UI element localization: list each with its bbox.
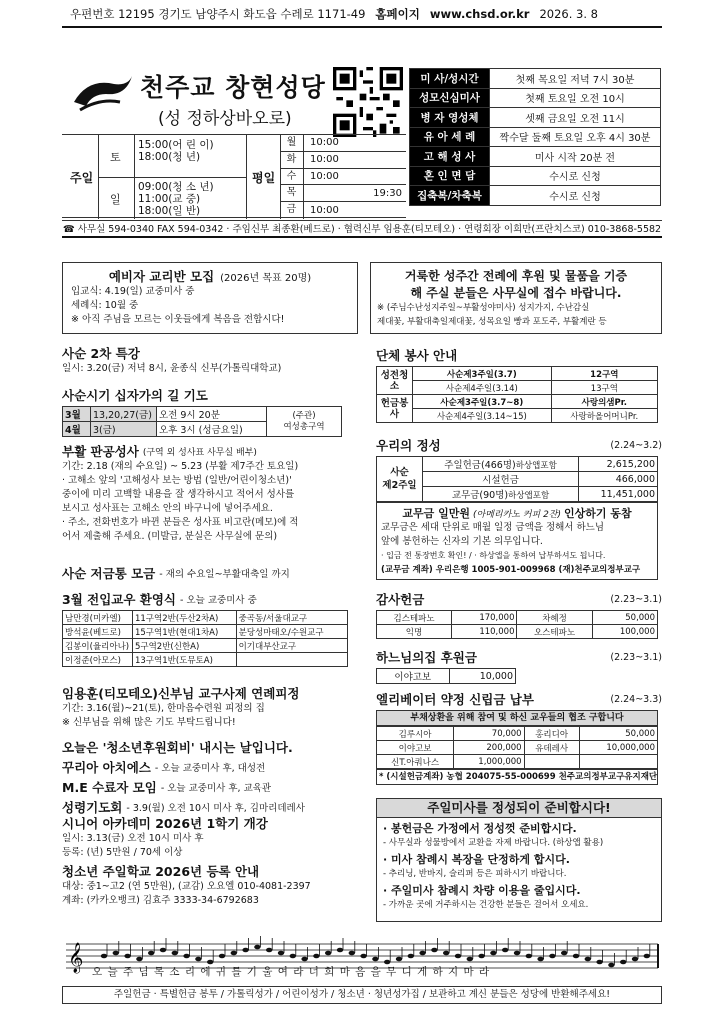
senior-lines-0: 일시: 3.13(금) 오전 10시 미사 후 — [62, 833, 204, 844]
music-note — [620, 960, 626, 965]
retreat-section — [62, 684, 362, 730]
lecture-line: 일시: 3.20(금) 저녁 8시, 윤종식 신부(가톨릭대학교) — [62, 363, 282, 374]
header-line — [70, 6, 650, 22]
thanks-table — [376, 610, 658, 639]
elevator-period: (2.24~3.3) — [610, 693, 662, 705]
offering-ilman-note: (아메리카노 커피 2잔) — [472, 509, 562, 520]
music-note — [490, 951, 496, 956]
thanks-period: (2.23~3.1) — [610, 593, 662, 605]
homepage-url[interactable]: www.chsd.or.kr — [429, 7, 530, 21]
elevator-row — [377, 755, 658, 769]
sunday-mass-sun-times-0: 09:00(청 소 년) — [138, 181, 214, 193]
sunday-mass-sun-times-2: 18:00(일 반) — [138, 205, 201, 217]
sunday-school-lines-0: 대상: 중1~고2 (연 5만원), (교감) 오요엘 010-4081-2397 — [62, 881, 311, 892]
offering-table — [376, 456, 658, 502]
offering-rows-0-v: 2,615,200 — [579, 457, 658, 472]
confession-lines-1: · 고해소 앞의 '고해성사 보는 방법 (일반/어린이청소년)' — [62, 475, 292, 486]
elevator-rows-2-1: 1,000,000 — [454, 755, 524, 769]
homepage-label: 홈페이지 — [375, 7, 420, 21]
weekday-mass-label: 평일 — [252, 171, 276, 185]
thanks-title: 감사헌금 — [376, 592, 425, 607]
schedule-5-k: 혼 인 면 담 — [410, 166, 490, 186]
schedule-row — [410, 186, 661, 206]
sunday-mass-sat-times-1: 18:00(청 년) — [138, 151, 201, 163]
offering-period: (2.24~3.2) — [610, 439, 662, 451]
thanks-rows-0-2: 차혜정 — [517, 611, 592, 625]
mass-prep-box — [376, 798, 662, 922]
confession-lines-4: · 주소, 전화번호가 바뀐 분들은 성사표 비고란(메모)에 적 — [62, 517, 299, 528]
music-note — [278, 951, 284, 956]
mass-prep-items-2-h: · 주일미사 참례시 차량 이용을 줄입시다. — [383, 884, 581, 897]
music-note — [431, 948, 437, 953]
service-rows-0-g: 성전청소 — [377, 367, 413, 395]
offering-rows-0-s: 하상앱포함 — [515, 461, 557, 471]
music-note — [455, 954, 461, 959]
weekday-mass-rows-1-t: 10:00 — [310, 154, 339, 166]
offering-ilman-lines-0: 교무금은 세대 단위로 매월 일정 금액을 정해서 하느님 — [381, 522, 605, 533]
music-note — [325, 951, 331, 956]
confession-lines-2: 중이에 미리 고백할 내용을 잘 생각하시고 적어서 성사를 — [62, 489, 295, 500]
schedule-2-v: 셋째 금요일 오전 11시 — [490, 108, 661, 128]
schedule-0-v: 첫째 목요일 저녁 7시 30분 — [490, 69, 661, 89]
thanks-rows-1-3: 100,000 — [592, 625, 657, 639]
ilman-box — [376, 502, 658, 580]
service-rows-1-b: 13구역 — [551, 381, 657, 395]
elevator-row — [377, 741, 658, 755]
schedule-0-k: 미 사/성시간 — [410, 69, 490, 89]
hana-rows-0-0: 이야고보 — [377, 669, 450, 684]
newcomers-rows-2-2: 이기대부산교구 — [236, 639, 347, 653]
confession-section — [62, 442, 362, 544]
hana-period: (2.23~3.1) — [610, 651, 662, 663]
elevator-section — [376, 690, 662, 785]
music-note — [526, 954, 532, 959]
elevator-account: * (시설헌금계좌) 농협 204075-55-000699 천주교의정부교구유지재단 — [376, 769, 658, 785]
weekday-mass-rows-2-t: 10:00 — [310, 170, 339, 182]
elevator-banner: 부채상환을 위해 참여 및 하신 교우들의 협조 구합니다 — [376, 710, 658, 726]
mass-prep-items-2-s: - 가까운 곳에 거주하시는 건강한 분들은 걸어서 오세요. — [383, 900, 589, 910]
newcomers-table — [62, 610, 348, 667]
newcomer-row — [63, 653, 348, 667]
acies-note: - 오늘 교중미사 후, 대성전 — [154, 763, 266, 774]
music-note — [349, 951, 355, 956]
weekday-row — [280, 185, 406, 202]
music-staff — [62, 936, 662, 980]
thanks-rows-0-3: 50,000 — [592, 611, 657, 625]
acies-title: 꾸리아 아치에스 — [62, 760, 151, 775]
music-note — [396, 957, 402, 962]
confession-title: 부활 판공성사 — [62, 444, 139, 459]
savings-title: 사순 저금통 모금 — [62, 566, 156, 581]
music-note — [101, 954, 107, 959]
music-note — [573, 954, 579, 959]
weekday-mass-rows-0-d: 월 — [280, 135, 304, 151]
weekday-mass-rows-3-d: 목 — [280, 185, 304, 201]
music-note — [467, 957, 473, 962]
stations-table — [62, 406, 342, 437]
music-note — [537, 957, 543, 962]
offering-ilman-lines-2: · 입금 전 통장번호 확인! / · 하상앱을 통하여 납부하셔도 됩니다. — [381, 551, 606, 560]
offering-ilman-tail: 인상하기 동참 — [564, 507, 632, 520]
music-note — [290, 954, 296, 959]
schedule-1-v: 첫째 토요일 오전 10시 — [490, 88, 661, 108]
service-rows-2-b: 사랑의샘Pr. — [551, 395, 657, 409]
offering-account: (교무금 계좌) 우리은행 1005-901-009968 (재)천주교의정부교구 — [381, 565, 641, 575]
music-note — [219, 954, 225, 959]
church-name: 천주교 창현성당 — [140, 73, 326, 102]
thanks-rows-1-0: 익명 — [377, 625, 452, 639]
elevator-rows-2-0: 신T.아쿼나스 — [377, 755, 454, 769]
music-note — [136, 957, 142, 962]
sunday-school-lines-1: 계좌: (카카오뱅크) 김효주 3333-34-6792683 — [62, 895, 259, 906]
newcomers-rows-3-2 — [236, 653, 347, 667]
holy-week-box — [370, 262, 662, 334]
music-note — [408, 954, 414, 959]
newcomer-row — [63, 639, 348, 653]
schedule-table — [409, 68, 661, 206]
service-rows-0-a: 사순제3주일(3.7) — [413, 367, 552, 381]
service-rows-3-a: 사순제4주일(3.14~15) — [413, 409, 552, 423]
svg-text:𝄞: 𝄞 — [68, 943, 84, 973]
bible-title: 성령기도회 — [62, 800, 123, 815]
music-note — [172, 951, 178, 956]
music-note — [360, 954, 366, 959]
newcomers-rows-0-0: 남만경(미카엘) — [63, 611, 133, 625]
elevator-row — [377, 727, 658, 741]
schedule-4-v: 미사 시작 20분 전 — [490, 147, 661, 167]
confession-lines-3: 보시고 성사표는 고해소 안의 바구니에 넣어주세요. — [62, 503, 273, 514]
me-title: M.E 수료자 모임 — [62, 780, 157, 795]
postal-address: 우편번호 12195 경기도 남양주시 화도읍 수레로 1171-49 — [70, 7, 366, 21]
elevator-table — [376, 726, 658, 769]
retreat-lines-0: 기간: 3.16(월)~21(토), 한마음수련원 피정의 집 — [62, 703, 265, 714]
service-rows-0-b: 12구역 — [551, 367, 657, 381]
elevator-rows-0-2: 홍리디아 — [524, 727, 579, 741]
newcomers-rows-2-0: 김봉이(율리아나) — [63, 639, 133, 653]
stations-section — [62, 386, 362, 437]
sunday-label: 일 — [110, 193, 121, 206]
music-lyrics: 오 늘 주 님 목 소 리 에 귀 를 기 울 여 라 너 희 마 음 을 무 디 게 하 지 마 라 — [92, 966, 491, 978]
header-rule — [62, 26, 662, 28]
sunday-mass-label: 주일 — [70, 171, 94, 185]
footer-notice: 주일헌금 · 특별헌금 봉투 / 가톨릭성가 / 어린이성가 / 청소년 · 청년성가집 / 보관하고 계신 분들은 성당에 반환해주세요! — [62, 986, 662, 1004]
hana-rows-0-1: 10,000 — [449, 669, 516, 684]
stations-host1: (주관) — [292, 410, 316, 421]
service-rows-3-b: 사랑하올어머니Pr. — [551, 409, 657, 423]
elevator-rows-1-0: 이야고보 — [377, 741, 454, 755]
thanks-rows-1-2: 오스테파노 — [517, 625, 592, 639]
holy-week-lines-1: 제대꽃, 부활대축일제대꽃, 성목요일 빵과 포도주, 부활계란 등 — [377, 317, 607, 327]
music-note — [443, 951, 449, 956]
confession-lines-5: 어서 제출해 주세요. (미발급, 분실은 사무실에 문의) — [62, 531, 278, 542]
elevator-rows-2-3 — [579, 755, 657, 769]
newcomer-row — [63, 625, 348, 639]
service-rows-2-g: 헌금봉사 — [377, 395, 413, 423]
weekday-row — [280, 152, 406, 169]
elevator-rows-0-0: 김루시아 — [377, 727, 454, 741]
weekday-row — [280, 202, 406, 219]
stations-rows-1-d: 3(금) — [91, 422, 157, 437]
newcomers-rows-0-2: 중곡동/서울대교구 — [236, 611, 347, 625]
church-subtitle: (성 정하상바오로) — [158, 109, 292, 129]
thanks-row — [377, 611, 658, 625]
holy-week-lines-0: ※ (주님수난성지주일~부활성야미사) 성지가지, 수난감실 — [377, 303, 590, 313]
offering-ilman-lines-1: 앞에 봉헌하는 신자의 기본 의무입니다. — [381, 536, 543, 547]
schedule-5-v: 수시로 신청 — [490, 166, 661, 186]
mass-prep-items-1-h: · 미사 참례시 복장을 단정하게 합시다. — [383, 853, 570, 866]
offering-rows-2-s: 하상앱포함 — [508, 491, 550, 501]
schedule-2-k: 병 자 영성체 — [410, 108, 490, 128]
music-note — [195, 957, 201, 962]
savings-note: - 재의 수요일~부활대축일 까지 — [159, 569, 290, 580]
offering-group: 사순 제2주일 — [377, 457, 423, 502]
catechumen-box — [62, 262, 358, 334]
music-note — [254, 945, 260, 950]
mass-times — [62, 134, 406, 218]
music-note — [419, 951, 425, 956]
service-rows-2-a: 사순제3주일(3.7~8) — [413, 395, 552, 409]
newcomers-rows-0-1: 11구역2반(두산2차A) — [132, 611, 236, 625]
elevator-rows-0-1: 70,000 — [454, 727, 524, 741]
lecture-section — [62, 344, 362, 376]
weekday-mass-rows-4-d: 금 — [280, 202, 304, 219]
newcomers-title: 3월 전입교우 환영식 — [62, 592, 177, 607]
music-note — [608, 963, 614, 968]
catechumen-lines-1: 세례식: 10월 중 — [71, 300, 139, 311]
music-note — [183, 954, 189, 959]
retreat-title: 임용훈(티모테오)신부님 교구사제 연례피정 — [62, 686, 300, 701]
offering-rows-1-v: 466,000 — [579, 472, 658, 487]
lecture-title: 사순 2차 특강 — [62, 346, 140, 361]
music-note — [231, 951, 237, 956]
weekday-mass-rows-0-t: 10:00 — [310, 137, 339, 149]
stations-rows-1-t: 오후 3시 (성금요일) — [157, 422, 267, 437]
weekday-mass-rows-4-t: 10:00 — [310, 205, 339, 217]
music-note — [160, 948, 166, 953]
stations-rows-0-m: 3월 — [63, 407, 91, 422]
offering-section — [376, 436, 662, 580]
newcomers-rows-1-1: 15구역1반(현대1차A) — [132, 625, 236, 639]
thanks-rows-1-1: 110,000 — [452, 625, 517, 639]
mass-prep-title: 주일미사를 정성되이 준비합시다! — [377, 799, 661, 818]
elevator-rows-0-3: 50,000 — [579, 727, 657, 741]
catechumen-lines-2: ※ 아직 주님을 모르는 이웃들에게 복음을 전합시다! — [71, 314, 285, 325]
music-note — [514, 951, 520, 956]
music-note — [266, 948, 272, 953]
newcomer-row — [63, 611, 348, 625]
offering-rows-2-v: 11,451,000 — [579, 487, 658, 502]
hana-title: 하느님의집 후원금 — [376, 650, 477, 665]
music-note — [242, 948, 248, 953]
service-table — [376, 366, 658, 423]
weekday-mass-rows-3-t2: 19:30 — [373, 187, 402, 199]
savings-section — [62, 564, 362, 582]
service-rows-1-a: 사순제4주일(3.14) — [413, 381, 552, 395]
weekday-mass-rows-2-d: 수 — [280, 169, 304, 185]
music-note — [632, 957, 638, 962]
offering-title: 우리의 정성 — [376, 438, 441, 453]
schedule-3-v: 짝수달 둘째 토요일 오후 4시 30분 — [490, 127, 661, 147]
hana-section — [376, 648, 662, 684]
thanks-rows-0-1: 170,000 — [452, 611, 517, 625]
sunday-mass-sat-times-0: 15:00(어 린 이) — [138, 139, 214, 151]
schedule-1-k: 성모신심미사 — [410, 88, 490, 108]
schedule-row — [410, 88, 661, 108]
music-note — [372, 957, 378, 962]
me-note: - 오늘 교중미사 후, 교육관 — [160, 783, 272, 794]
qr-code-icon[interactable] — [333, 67, 403, 137]
service-title: 단체 봉사 안내 — [376, 348, 458, 363]
holy-week-title: 거룩한 성주간 전례에 후원 및 물품을 기증 — [404, 269, 628, 283]
offering-rows-2-k: 교무금(90명) — [451, 490, 509, 501]
newcomers-note: - 오늘 교중미사 중 — [180, 595, 257, 606]
music-note — [337, 948, 343, 953]
music-note — [478, 954, 484, 959]
schedule-row — [410, 127, 661, 147]
music-note — [585, 957, 591, 962]
senior-section — [62, 814, 362, 860]
elevator-rows-1-3: 10,000,000 — [579, 741, 657, 755]
schedule-row — [410, 166, 661, 186]
weekday-row — [280, 135, 406, 152]
senior-title: 시니어 아카데미 2026년 1학기 개강 — [62, 816, 268, 831]
holy-week-title2: 해 주실 분들은 사무실에 접수 바랍니다. — [410, 286, 622, 300]
senior-lines-1: 등록: (년) 5만원 / 70세 이상 — [62, 847, 183, 858]
newcomers-rows-3-1: 13구역1반(도뮤토A) — [132, 653, 236, 667]
thanks-section — [376, 590, 662, 639]
music-note — [561, 951, 567, 956]
offering-rows-0-k: 주일헌금(466명) — [444, 460, 516, 471]
schedule-row — [410, 69, 661, 89]
sunday-mass-sun-times-1: 11:00(교 중) — [138, 193, 201, 205]
elevator-title: 엘리베이터 약정 신립금 납부 — [376, 692, 534, 707]
sunday-school-section — [62, 862, 362, 908]
offering-rows-1-k: 시설헌금 — [423, 472, 579, 487]
mass-prep-items-0-h: · 봉헌금은 가정에서 정성껏 준비합시다. — [383, 822, 577, 835]
stations-rows-0-t: 오전 9시 20분 — [157, 407, 267, 422]
youth-day: 오늘은 '청소년후원회비' 내시는 날입니다. — [62, 740, 293, 755]
confession-title-note: (구역 외 성사표 사무실 배부) — [142, 447, 257, 458]
schedule-4-k: 고 해 성 사 — [410, 147, 490, 167]
schedule-6-k: 집축복/차축복 — [410, 186, 490, 206]
bulletin-date: 2026. 3. 8 — [539, 7, 598, 21]
church-logo-icon — [70, 72, 134, 115]
schedule-row — [410, 147, 661, 167]
schedule-6-v: 수시로 신청 — [490, 186, 661, 206]
catechumen-title-note: (2026년 목표 20명) — [220, 272, 312, 284]
thanks-rows-0-0: 김스테파노 — [377, 611, 452, 625]
mass-prep-items-1-s: - 추리닝, 반바지, 슬리퍼 등은 피하시기 바랍니다. — [383, 869, 567, 879]
newcomers-rows-1-0: 방석윤(베드로) — [63, 625, 133, 639]
notices-section — [62, 738, 362, 816]
newcomers-rows-2-1: 5구역2반(신한A) — [132, 639, 236, 653]
confession-lines-0: 기간: 2.18 (재의 수요일) ~ 5.23 (부활 제7주간 토요일) — [62, 461, 299, 472]
hana-table — [376, 668, 516, 684]
stations-rows-0-d: 13,20,27(금) — [91, 407, 157, 422]
sunday-times — [138, 181, 214, 217]
music-note — [148, 951, 154, 956]
music-note — [124, 954, 130, 959]
newcomers-section — [62, 590, 362, 667]
elevator-rows-1-1: 200,000 — [454, 741, 524, 755]
offering-ilman-title: 교무금 일만원 — [402, 507, 470, 520]
newcomers-rows-3-0: 이정준(아모스) — [63, 653, 133, 667]
schedule-row — [410, 108, 661, 128]
weekday-row — [280, 169, 406, 186]
weekday-mass-rows-1-d: 화 — [280, 152, 304, 168]
music-note — [502, 948, 508, 953]
retreat-lines-1: ※ 신부님을 위해 많은 기도 부탁드립니다! — [62, 717, 236, 728]
sunday-school-title: 청소년 주일학교 2026년 등록 안내 — [62, 864, 260, 879]
stations-host2: 여성총구역 — [283, 421, 325, 432]
music-note — [644, 954, 650, 959]
saturday-label: 토 — [110, 151, 121, 164]
catechumen-lines-0: 입교식: 4.19(일) 교중미사 중 — [71, 286, 195, 297]
stations-rows-1-m: 4월 — [63, 422, 91, 437]
music-note — [596, 960, 602, 965]
elevator-rows-1-2: 유데레사 — [524, 741, 579, 755]
music-note — [313, 954, 319, 959]
music-note — [113, 951, 119, 956]
stations-title: 사순시기 십자가의 길 기도 — [62, 388, 208, 403]
catechumen-title: 예비자 교리반 모집 — [108, 269, 215, 284]
music-note — [301, 957, 307, 962]
service-section — [376, 346, 662, 423]
newcomers-rows-1-2: 분당성마태오/수원교구 — [236, 625, 347, 639]
thanks-row — [377, 625, 658, 639]
saturday-times — [138, 139, 214, 163]
contact-bar: ☎ 사무실 594-0340 FAX 594-0342 · 주임신부 최종환(베드로) · 협력신부 임용훈(티모테오) · 연령회장 이희만(프란치스코) 010-3868-5582 — [62, 220, 662, 238]
music-note — [549, 954, 555, 959]
mass-prep-items-0-s: - 사무실과 성물방에서 교환을 자제 바랍니다. (하상앱 활용) — [383, 838, 604, 848]
schedule-3-k: 유 아 세 례 — [410, 127, 490, 147]
elevator-rows-2-2 — [524, 755, 579, 769]
bible-note: - 3.9(월) 오전 10시 미사 후, 김마리데레사 — [126, 803, 305, 814]
